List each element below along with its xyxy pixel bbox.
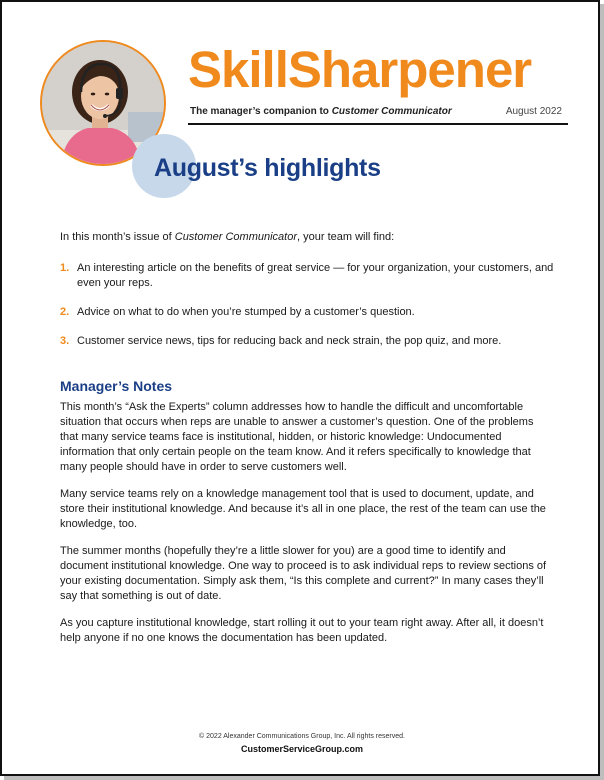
list-number: 1. <box>60 262 70 274</box>
highlights-title: August’s highlights <box>154 154 381 182</box>
issue-date: August 2022 <box>505 106 562 117</box>
list-item <box>60 334 554 349</box>
tagline <box>190 106 452 117</box>
brand-title: SkillSharpener <box>188 41 532 98</box>
highlights-list <box>60 261 554 349</box>
notes-paragraph: As you capture institutional knowledge, start rolling it out to your team right away. After all, it doesn’t help anyone if no one knows the documentation has been updated. <box>60 617 544 644</box>
tagline-publication: Customer Communicator <box>331 106 452 117</box>
list-item <box>60 261 554 291</box>
intro-text <box>60 230 554 245</box>
page-shadow-right <box>600 4 604 780</box>
page-footer <box>2 732 600 755</box>
list-text: Customer service news, tips for reducing back and neck strain, the pop quiz, and more. <box>77 335 502 347</box>
list-number: 2. <box>60 306 70 318</box>
list-text: An interesting article on the benefits of great service — for your organization, your customers, and even your reps. <box>77 262 554 289</box>
list-item <box>60 305 554 320</box>
list-number: 3. <box>60 335 70 347</box>
copyright-text: © 2022 Alexander Communications Group, Inc. All rights reserved. <box>199 733 405 740</box>
intro-publication: Customer Communicator <box>174 231 298 243</box>
notes-paragraph: Many service teams rely on a knowledge management tool that is used to document, update, and store their institutional knowledge. And because it’s all in one place, the rest of the team can use the knowledge, too. <box>60 488 546 530</box>
managers-notes-heading: Manager’s Notes <box>60 378 173 394</box>
list-text: Advice on what to do when you’re stumped by a customer’s question. <box>77 306 415 318</box>
intro-suffix: , your team will find: <box>297 231 395 243</box>
tagline-prefix: The manager’s companion to <box>190 106 332 117</box>
page-shadow-bottom <box>4 776 604 780</box>
main-content <box>60 230 554 658</box>
intro-prefix: In this month’s issue of <box>60 231 175 243</box>
notes-paragraph: The summer months (hopefully they’re a little slower for you) are a good time to identify and document institutional knowledge. One way to proceed is to ask individual reps to review sections of your existing documentation. Simply ask them, “Is this complete and current?” In many cases they’ll say that something is out of date. <box>60 545 547 602</box>
header-rule <box>188 123 568 125</box>
website-link[interactable]: CustomerServiceGroup.com <box>240 744 364 754</box>
notes-paragraph: This month’s “Ask the Experts” column addresses how to handle the difficult and uncomfortable situation that occurs when reps are unable to answer a customer’s question. One of the problems that many service teams face is institutional, hidden, or historic knowledge: Undocumented information that only certain people on the team know. And it refers specifically to knowledge that many people should have in order to serve customers well. <box>60 401 534 473</box>
